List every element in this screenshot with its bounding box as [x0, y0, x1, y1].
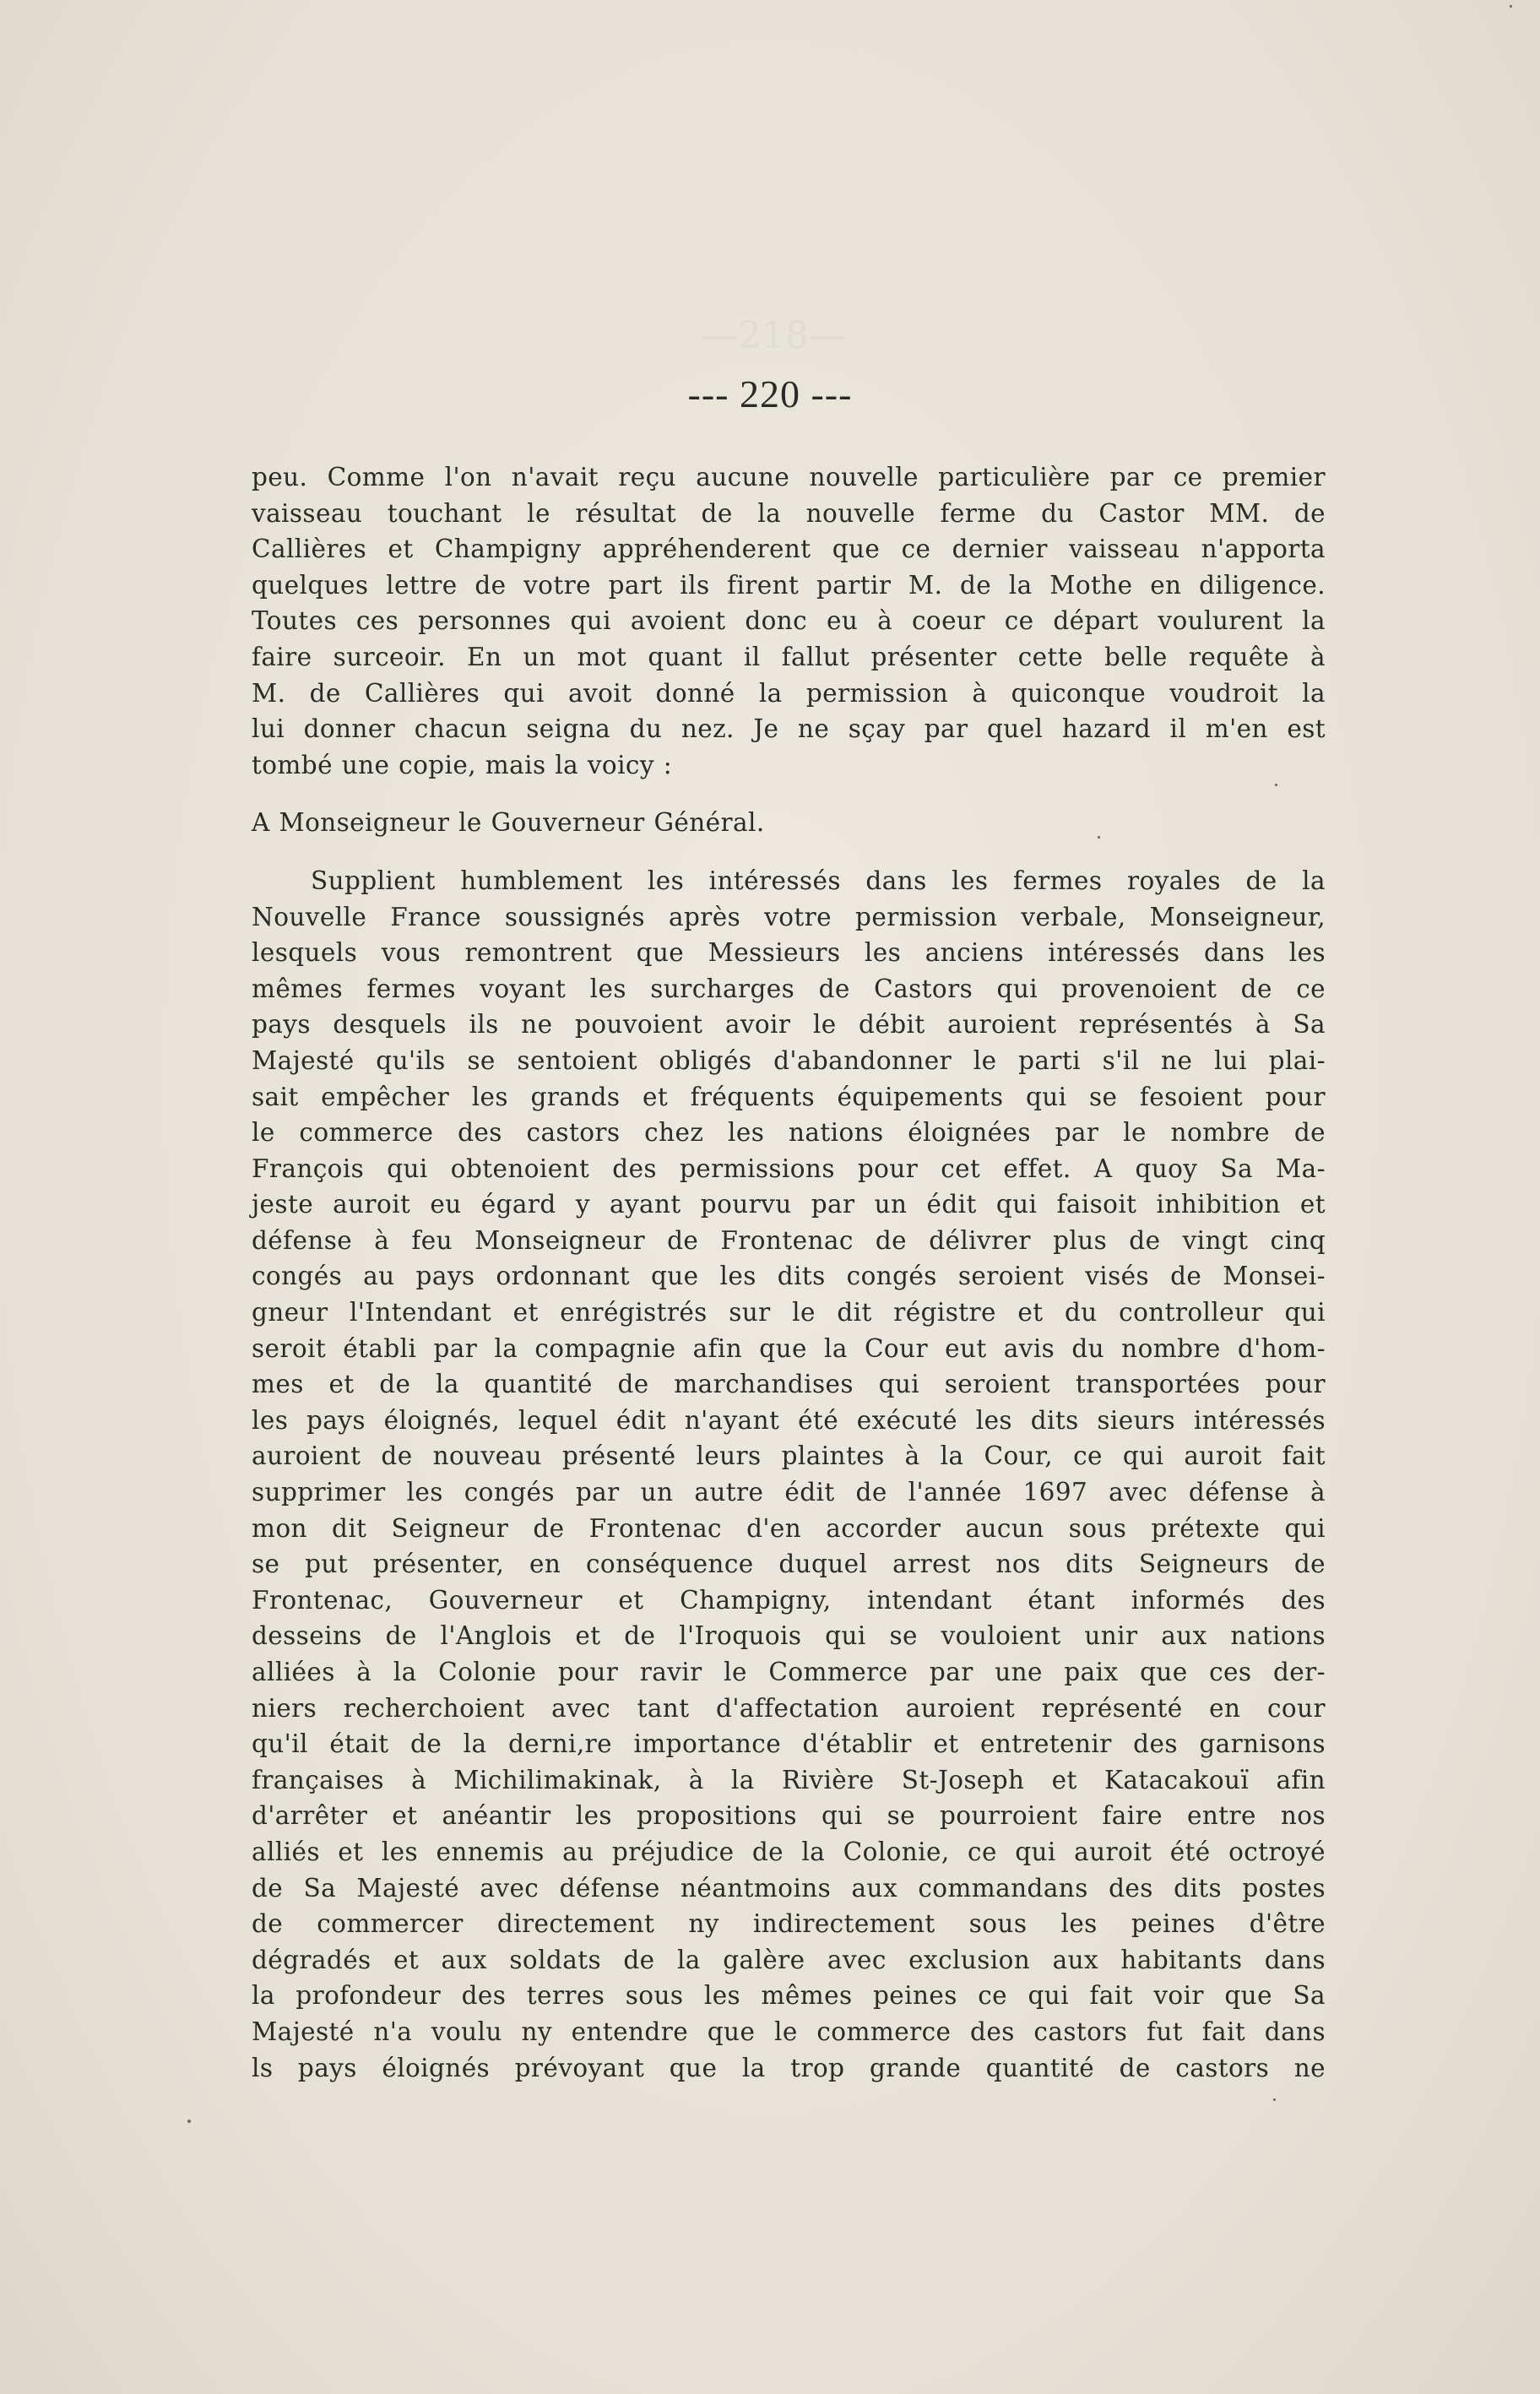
text-line: mes et de la quantité de marchandises qui seroient transportées pour	[252, 1370, 1326, 1399]
text-line: le commerce des castors chez les nations éloignées par le nombre de	[252, 1118, 1326, 1148]
text-line: M. de Callières qui avoit donné la permission à quiconque voudroit la	[252, 678, 1326, 708]
text-line: Majesté qu'ils se sentoient obligés d'abandonner le parti s'il ne lui plai-	[252, 1045, 1326, 1075]
body-text	[252, 459, 1326, 2086]
text-line: de commercer directement ny indirectement sous les peines d'être	[252, 1909, 1326, 1939]
text-line: pays desquels ils ne pouvoient avoir le débit auroient représentés à Sa	[252, 1010, 1326, 1040]
text-line: lesquels vous remontrent que Messieurs les anciens intéressés dans les	[252, 938, 1326, 968]
text-line: de Sa Majesté avec défense néantmoins aux commandans des dits postes	[252, 1873, 1326, 1903]
bleed-through-page-number: —218—	[701, 314, 846, 357]
text-line: alliés et les ennemis au préjudice de la Colonie, ce qui auroit été octroyé	[252, 1837, 1326, 1866]
text-line: qu'il était de la derni,re importance d'établir et entretenir des garnisons	[252, 1729, 1326, 1759]
text-line: alliées à la Colonie pour ravir le Commerce par une paix que ces der-	[252, 1658, 1326, 1686]
text-line: seroit établi par la compagnie afin que la Cour eut avis du nombre d'hom-	[252, 1333, 1326, 1363]
text-line: d'arrêter et anéantir les propositions qui se pourroient faire entre nos	[252, 1801, 1326, 1831]
text-line: François qui obtenoient des permissions pour cet effet. A quoy Sa Ma-	[252, 1154, 1326, 1183]
text-line: Supplient humblement les intéressés dans les fermes royales de la	[311, 866, 1326, 895]
text-line: gneur l'Intendant et enrégistrés sur le dit régistre et du controlleur qui	[252, 1298, 1326, 1327]
text-line: Callières et Champigny appréhenderent que ce dernier vaisseau n'apporta	[252, 535, 1326, 564]
text-line: auroient de nouveau présenté leurs plaintes à la Cour, ce qui auroit fait	[252, 1441, 1326, 1471]
text-line: la profondeur des terres sous les mêmes peines ce qui fait voir que Sa	[252, 1981, 1326, 2011]
text-line: mon dit Seigneur de Frontenac d'en accorder aucun sous prétexte qui	[252, 1513, 1326, 1543]
text-line: vaisseau touchant le résultat de la nouvelle ferme du Castor MM. de	[252, 498, 1326, 528]
scan-speck	[187, 2120, 191, 2123]
text-line: dégradés et aux soldats de la galère avec exclusion aux habitants dans	[252, 1945, 1326, 1974]
text-line: peu. Comme l'on n'avait reçu aucune nouvelle particulière par ce premier	[252, 463, 1326, 491]
text-line: congés au pays ordonnant que les dits congés seroient visés de Monsei-	[252, 1262, 1326, 1291]
text-line: mêmes fermes voyant les surcharges de Castors qui provenoient de ce	[252, 974, 1326, 1003]
page-number: --- 220 ---	[687, 372, 853, 415]
text-line: Frontenac, Gouverneur et Champigny, intendant étant informés des	[252, 1585, 1326, 1615]
text-line: Majesté n'a voulu ny entendre que le commerce des castors fut fait dans	[252, 2017, 1326, 2046]
text-line: tombé une copie, mais la voicy :	[252, 750, 673, 779]
text-line: faire surceoir. En un mot quant il fallut présenter cette belle requête à	[252, 642, 1326, 671]
text-line: Toutes ces personnes qui avoient donc eu à coeur ce départ voulurent la	[252, 606, 1326, 636]
petition-paragraph	[252, 863, 1326, 2086]
text-line: jeste auroit eu égard y ayant pourvu par un édit qui faisoit inhibition et	[252, 1190, 1326, 1219]
text-line: se put présenter, en conséquence duquel arrest nos dits Seigneurs de	[252, 1550, 1326, 1579]
scan-speck	[1510, 5, 1512, 8]
text-line: lui donner chacun seigna du nez. Je ne sçay par quel hazard il m'en est	[252, 714, 1326, 744]
text-line: les pays éloignés, lequel édit n'ayant été exécuté les dits sieurs intéressés	[252, 1405, 1326, 1435]
text-line: françaises à Michilimakinak, à la Rivière St-Joseph et Katacakouï afin	[252, 1765, 1326, 1794]
text-line: Nouvelle France soussignés après votre permission verbale, Monseigneur,	[252, 902, 1326, 931]
text-line: supprimer les congés par un autre édit de l'année 1697 avec défense à	[252, 1478, 1326, 1507]
text-line: quelques lettre de votre part ils firent partir M. de la Mothe en diligence.	[252, 570, 1326, 600]
text-line: desseins de l'Anglois et de l'Iroquois qui se vouloient unir aux nations	[252, 1621, 1326, 1651]
address-line: A Monseigneur le Gouverneur Général.	[252, 808, 765, 838]
text-line: niers recherchoient avec tant d'affectation auroient représenté en cour	[252, 1693, 1326, 1723]
text-line: ls pays éloignés prévoyant que la trop grande quantité de castors ne	[252, 2053, 1326, 2082]
intro-paragraph	[252, 459, 1326, 783]
text-line: sait empêcher les grands et fréquents équipements qui se fesoient pour	[252, 1082, 1326, 1111]
scan-speck	[1273, 2098, 1276, 2101]
text-line: défense à feu Monseigneur de Frontenac de délivrer plus de vingt cinq	[252, 1225, 1326, 1255]
